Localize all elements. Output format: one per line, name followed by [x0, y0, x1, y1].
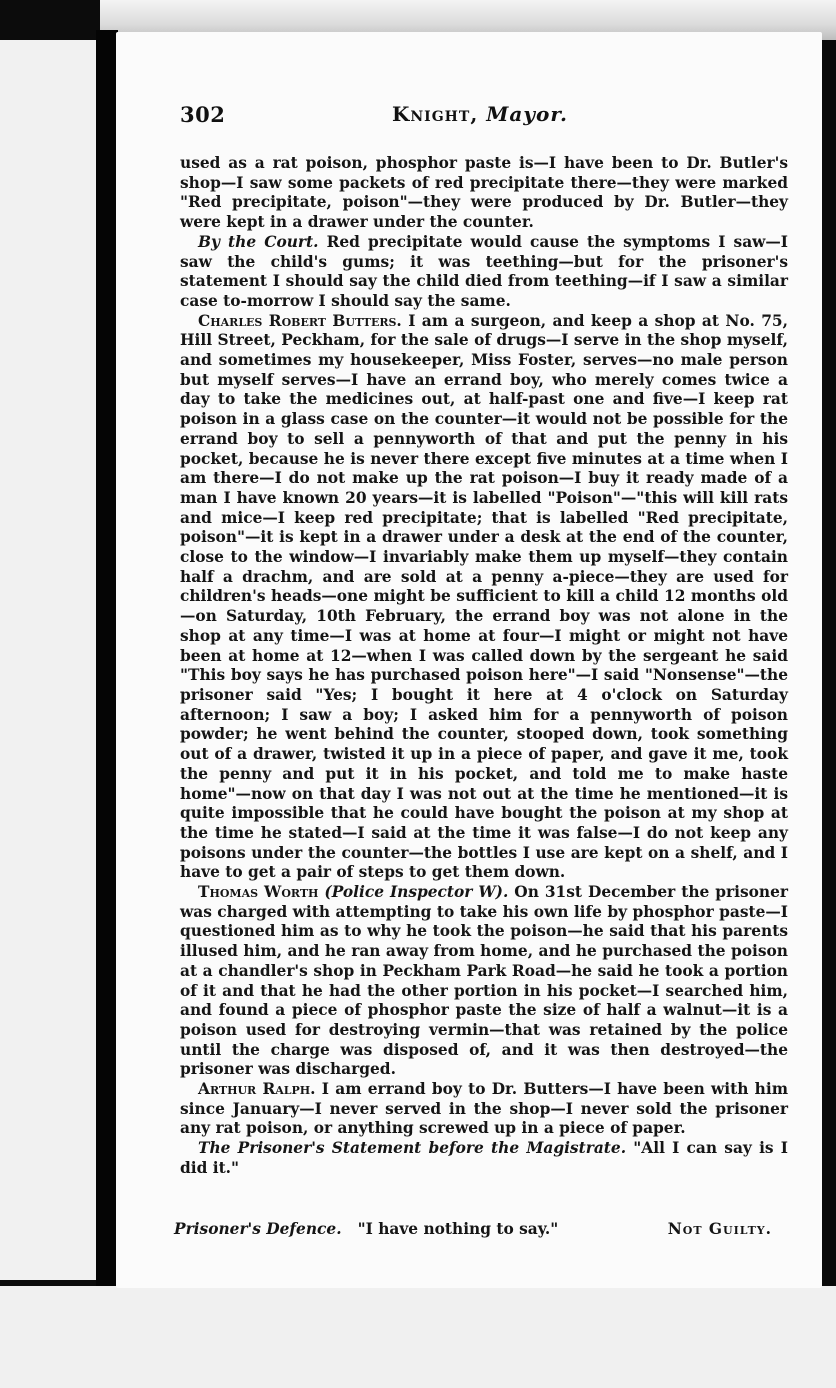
- speaker-label: The Prisoner's Statement before the Magistrate.: [198, 1139, 627, 1158]
- defence-label: Prisoner's Defence.: [174, 1220, 342, 1238]
- paragraph-butters: [180, 312, 788, 883]
- paragraph-text: I am errand boy to Dr. Butters—I have been with him since January—I never served in the shop—I never sold the prisoner any rat poison, or anything screwed up in a piece of paper.: [180, 1080, 789, 1138]
- paragraph-continuation: [180, 154, 788, 233]
- running-head-title: Mayor.: [486, 102, 568, 126]
- paragraph-text: Red precipitate would cause the symptoms I saw—I saw the child's gums; it was teething—but for the prisoner's statement I should say the child died from teething—if I saw a similar case to-morrow I should say the same.: [180, 232, 788, 310]
- defence-text: "I have nothing to say.": [357, 1220, 559, 1238]
- defence: [174, 1220, 558, 1238]
- paragraph-court: [180, 233, 788, 312]
- scan-right-edge: [822, 40, 836, 1290]
- closing-line: [174, 1220, 772, 1244]
- speaker-role: (Police Inspector W).: [324, 883, 509, 902]
- body-text: [180, 154, 788, 1179]
- scan-left-margin: [0, 40, 96, 1280]
- paragraph-text: I am a surgeon, and keep a shop at No. 75, Hill Street, Peckham, for the sale of drugs—I serve in the shop myself, and sometimes my housekeeper, Miss Foster, serves—no male person but myself serves—I have an errand boy, who merely comes twice a day to take the medicines out, at half-past one and five—I keep rat poison in a glass case on the counter—it would not be possible for the errand boy to sell a pennyworth of that and put the penny in his pocket, because he is never there except five minutes at a time when I am there—I do not make up the rat poison—I buy it ready made of a man I have known 20 years—it is labelled "Poison"—"this will kill rats and mice—I keep red precipitate; that is labelled "Red precipitate, poison"—it is kept in a drawer under a desk at the end of the counter, close to the window—I invariably make them up myself—they contain half a drachm, and are sold at a penny a-piece—they are used for children's heads—one might be sufficient to kill a child 12 months old—on Saturday, 10th February, the errand boy was not alone in the shop at any time—I was at home at four—I might or might not have been at home at 12—when I was called down by the sergeant he said "This boy says he has purchased poison here"—I said "Nonsense"—the prisoner said "Yes; I bought it here at 4 o'clock on Saturday afternoon; I saw a boy; I asked him for a pennyworth of poison powder; he went behind the counter, stooped down, took something out of a drawer, twisted it up in a piece of paper, and gave it me, took the penny and put it in his pocket, and told me to make haste home"—now on that day I was not out at the time he mentioned—it is quite impossible that he could have bought the poison at my shop at the time he stated—I said at the time it was false—I do not keep any poisons under the counter—the bottles I use are kept on a shelf, and I have to get a pair of steps to get them down.: [180, 311, 789, 882]
- paragraph-worth: [180, 883, 788, 1080]
- page-header: [180, 102, 780, 132]
- speaker-label: Thomas Worth: [198, 883, 319, 902]
- scan-background-bottom: [0, 1286, 836, 1388]
- paragraph-statement: [180, 1139, 788, 1178]
- page-number: 302: [180, 102, 226, 127]
- paragraph-text: "All I can say is I did it.": [180, 1139, 789, 1177]
- running-head-name: Knight,: [392, 102, 479, 126]
- speaker-label: Charles Robert Butters.: [198, 311, 402, 330]
- running-head: [180, 102, 780, 126]
- paragraph-text: used as a rat poison, phosphor paste is—I have been to Dr. Butler's shop—I saw some packets of red precipitate there—they were marked "Red precipitate, poison"—they were produced by Dr. Butler—they were kept in a drawer under the counter.: [180, 154, 788, 232]
- book-spine-shadow: [96, 30, 118, 1290]
- verdict: Not Guilty.: [667, 1220, 772, 1238]
- paragraph-text: On 31st December the prisoner was charged with attempting to take his own life by phosphor paste—I questioned him as to why he took the poison—he said that his parents illused him, and he ran away from home, and he purchased the poison at a chandler's shop in Peckham Park Road—he said he took a portion of it and that he had the other portion in his pocket—I searched him, and found a piece of phosphor paste the size of half a walnut—it is a poison used for destroying vermin—that was retained by the police until the charge was disposed of, and it was then destroyed—the prisoner was discharged.: [180, 883, 789, 1079]
- paragraph-ralph: [180, 1080, 788, 1139]
- speaker-label: By the Court.: [198, 232, 319, 251]
- speaker-label: Arthur Ralph.: [198, 1080, 316, 1099]
